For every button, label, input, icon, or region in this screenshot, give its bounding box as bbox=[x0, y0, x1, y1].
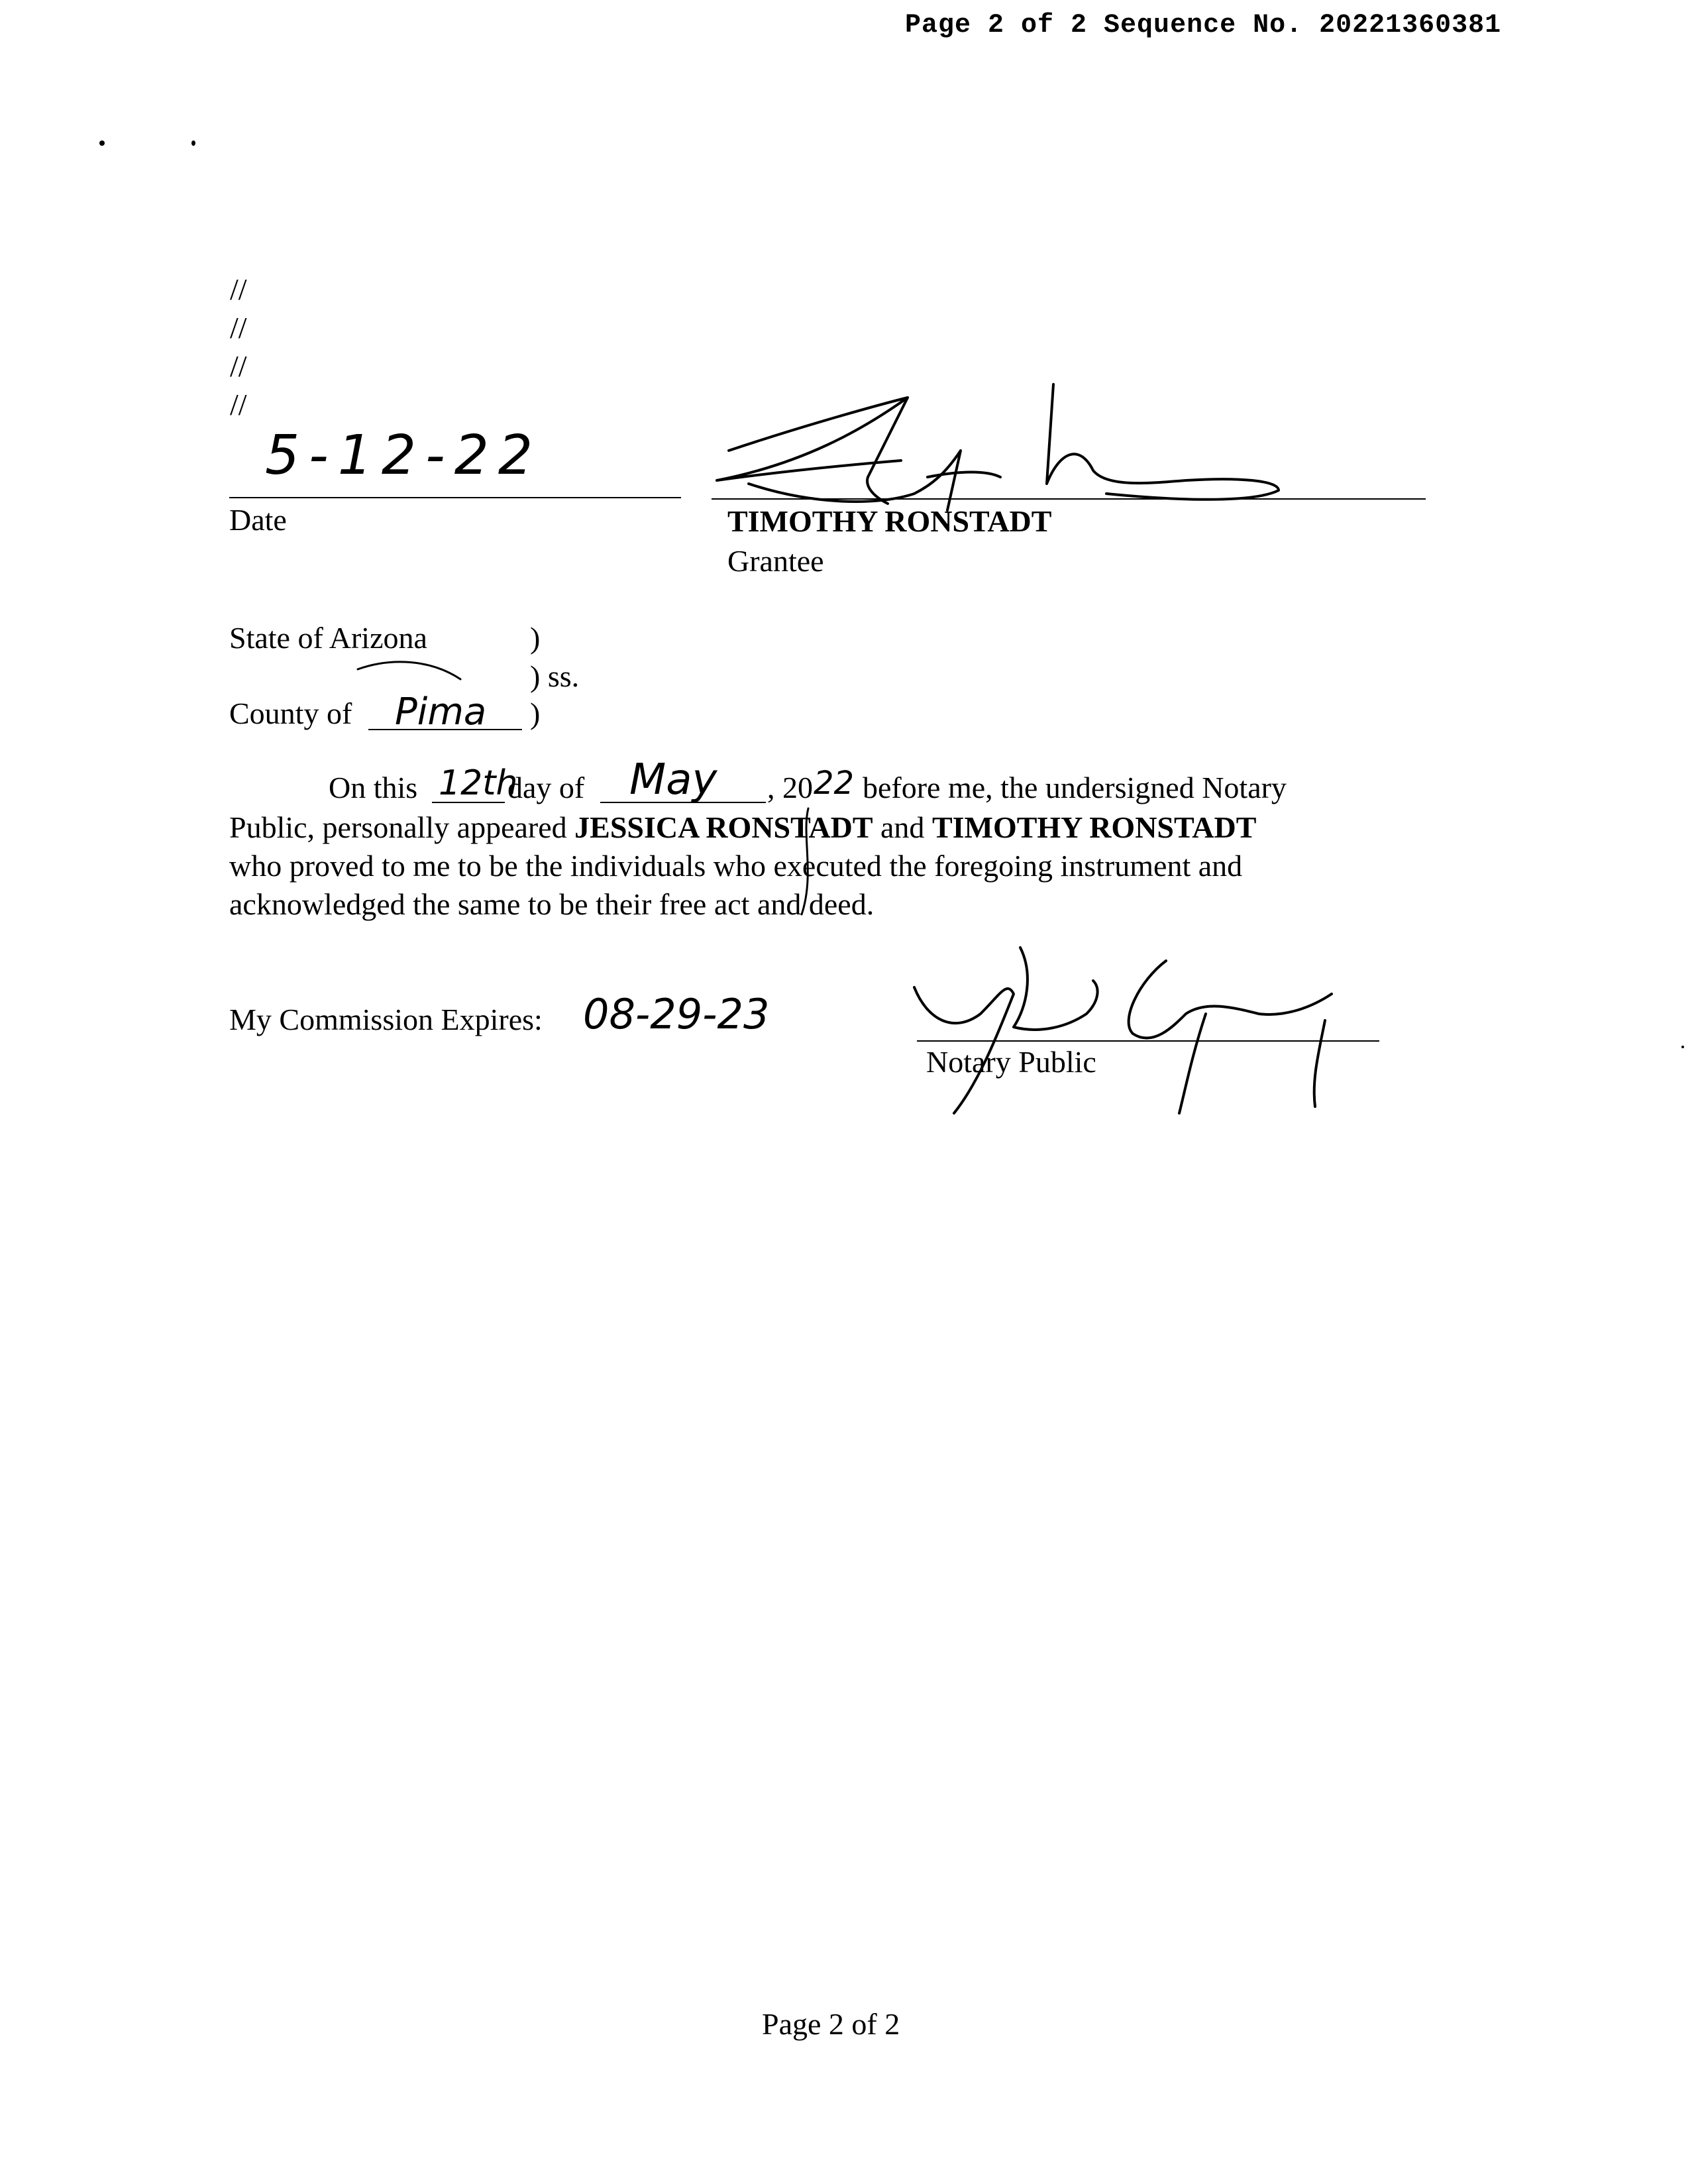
continuation-mark: // bbox=[230, 311, 247, 345]
month-line bbox=[600, 802, 766, 803]
ack-line1-text: before me, the undersigned Notary bbox=[863, 771, 1287, 804]
scan-speck bbox=[1681, 1046, 1684, 1048]
continuation-mark: // bbox=[230, 349, 247, 383]
ack-line2-start bbox=[229, 812, 1256, 843]
day-line bbox=[432, 802, 505, 803]
state-label: State of Arizona bbox=[229, 621, 427, 655]
on-this-text: On this bbox=[329, 771, 418, 804]
date-handwritten-value: 5-12-22 bbox=[265, 424, 543, 487]
date-signature-line bbox=[229, 497, 681, 498]
scan-speck bbox=[191, 140, 195, 146]
ack-line4-text: acknowledged the same to be their free act and deed. bbox=[229, 887, 874, 921]
notary-signature-line bbox=[917, 1040, 1379, 1042]
ss-label: ) ss. bbox=[530, 659, 580, 693]
scan-speck bbox=[99, 140, 105, 146]
county-label: County of bbox=[229, 696, 352, 730]
grantee-signature-line bbox=[712, 498, 1426, 500]
and-text: and bbox=[880, 810, 925, 844]
continuation-mark: // bbox=[230, 388, 247, 421]
venue-paren: ) bbox=[530, 696, 541, 730]
notary-stroke bbox=[782, 795, 835, 928]
notary-label: Notary Public bbox=[926, 1045, 1096, 1079]
year-prefix-text: , 20 bbox=[767, 771, 813, 804]
day-handwritten-value: 12th bbox=[439, 763, 518, 803]
date-label: Date bbox=[229, 503, 287, 537]
venue-paren: ) bbox=[530, 621, 541, 655]
day-of-text: day of bbox=[507, 771, 585, 804]
commission-label: My Commission Expires: bbox=[229, 1003, 543, 1036]
county-line bbox=[368, 729, 522, 730]
appearer-name-1: JESSICA RONSTADT bbox=[574, 810, 873, 844]
page-sequence-header: Page 2 of 2 Sequence No. 20221360381 bbox=[905, 11, 1502, 40]
page-footer: Page 2 of 2 bbox=[762, 2007, 900, 2041]
county-handwritten-value: Pima bbox=[395, 690, 487, 734]
grantee-role: Grantee bbox=[727, 544, 824, 578]
ack-line3-text: who proved to me to be the individuals who executed the foregoing instrument and bbox=[229, 849, 1243, 883]
month-handwritten-value: May bbox=[629, 755, 717, 804]
commission-handwritten-value: 08-29-23 bbox=[583, 990, 770, 1038]
notary-signature bbox=[901, 934, 1404, 1126]
continuation-mark: // bbox=[230, 272, 247, 306]
grantee-name: TIMOTHY RONSTADT bbox=[727, 504, 1052, 538]
ack-line2-text: Public, personally appeared bbox=[229, 810, 567, 844]
year-handwritten-value: 22 bbox=[814, 765, 855, 802]
appearer-name-2: TIMOTHY RONSTADT bbox=[931, 810, 1257, 844]
county-correction-stroke bbox=[351, 656, 470, 689]
